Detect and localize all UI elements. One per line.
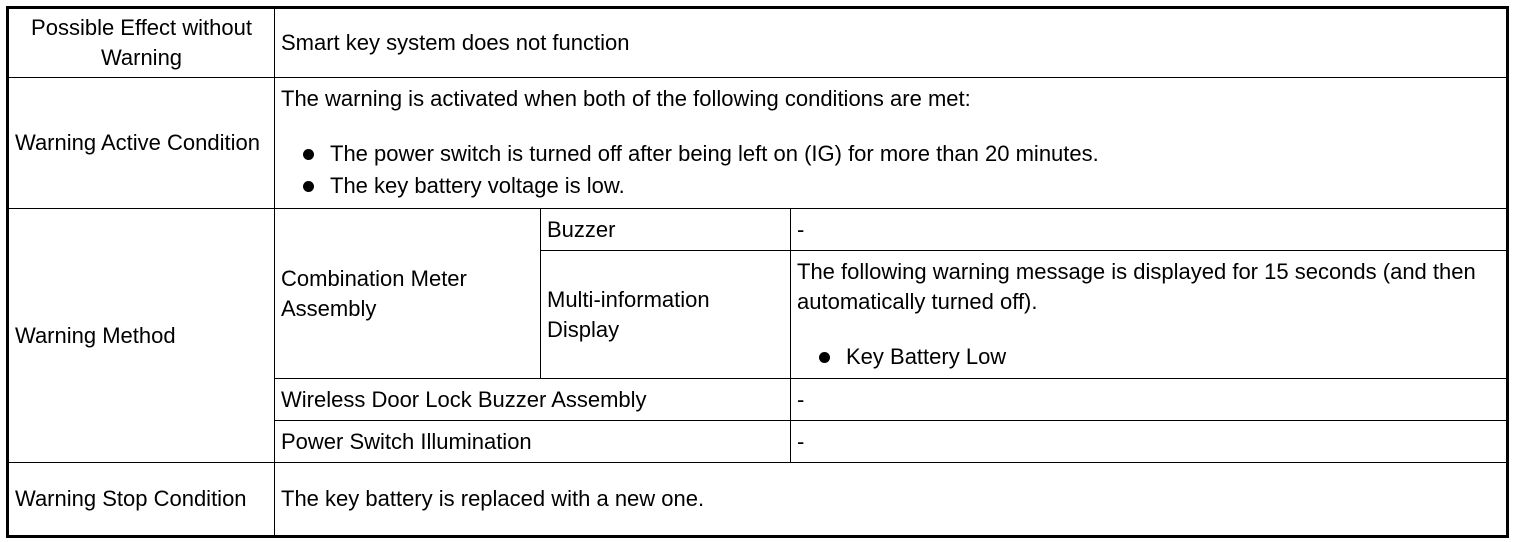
warning-spec-table [6, 6, 1509, 538]
wireless-door-lock-buzzer-label: Wireless Door Lock Buzzer Assembly [275, 379, 791, 421]
combination-meter-label: Combination Meter Assembly [275, 209, 541, 379]
warning-active-condition-value [275, 78, 1508, 209]
row-possible-effect [8, 8, 1508, 78]
row-warning-stop-condition [8, 463, 1508, 537]
power-switch-illumination-value: - [791, 421, 1508, 463]
list-item: The power switch is turned off after being left on (IG) for more than 20 minutes. [281, 138, 1500, 170]
warning-stop-condition-value: The key battery is replaced with a new one. [275, 463, 1508, 537]
multi-information-display-label: Multi-information Display [541, 251, 791, 379]
mid-description: The following warning message is displayed for 15 seconds (and then automatically turned off). [797, 258, 1476, 314]
active-condition-intro: The warning is activated when both of the following conditions are met: [281, 86, 971, 111]
row-warning-method-buzzer [8, 209, 1508, 251]
possible-effect-label: Possible Effect without Warning [8, 8, 275, 78]
row-warning-active-condition [8, 78, 1508, 209]
active-condition-list [281, 138, 1500, 202]
buzzer-label: Buzzer [541, 209, 791, 251]
wireless-door-lock-buzzer-value: - [791, 379, 1508, 421]
mid-message-list [797, 341, 1500, 373]
list-item: Key Battery Low [797, 341, 1500, 373]
buzzer-value: - [791, 209, 1508, 251]
list-item: The key battery voltage is low. [281, 170, 1500, 202]
warning-stop-condition-label: Warning Stop Condition [8, 463, 275, 537]
warning-active-condition-label: Warning Active Condition [8, 78, 275, 209]
warning-method-label: Warning Method [8, 209, 275, 463]
possible-effect-value: Smart key system does not function [275, 8, 1508, 78]
multi-information-display-value [791, 251, 1508, 379]
power-switch-illumination-label: Power Switch Illumination [275, 421, 791, 463]
